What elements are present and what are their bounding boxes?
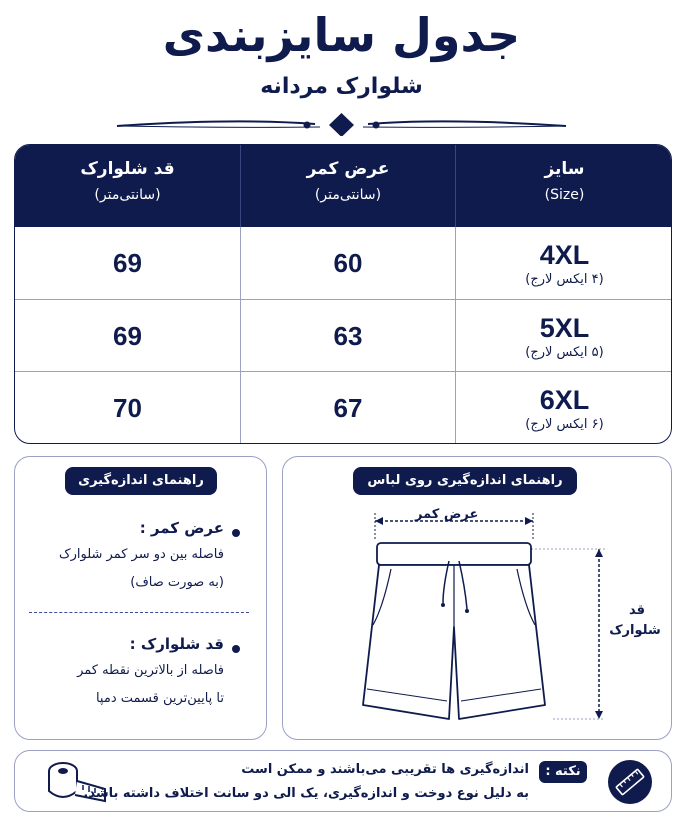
table-row (15, 371, 671, 443)
note-label: نکته : (539, 761, 587, 783)
length-heading: قد شلوارک : (129, 635, 224, 653)
header-waist-label: عرض کمر (306, 159, 390, 179)
waist-dimension-label: عرض کمر (415, 507, 479, 522)
diagram-title: راهنمای اندازه‌گیری روی لباس (353, 467, 577, 495)
table-header (15, 145, 671, 227)
header-length-unit: (سانتی‌متر) (94, 187, 161, 203)
size-value: 4XL (539, 239, 590, 270)
waist-desc-line2: (به صورت صاف) (130, 575, 224, 590)
waist-value: 67 (333, 392, 363, 423)
shorts-diagram (283, 457, 671, 739)
guide-title: راهنمای اندازه‌گیری (65, 467, 217, 495)
note-line-1: اندازه‌گیری ها تقریبی می‌باشند و ممکن است (241, 762, 529, 777)
length-value: 69 (113, 247, 142, 278)
header-waist (241, 145, 455, 227)
size-value: 6XL (539, 384, 590, 415)
dashed-divider (29, 612, 249, 613)
waist-value: 60 (333, 247, 363, 278)
length-desc-line1: فاصله از بالاترین نقطه کمر (77, 663, 224, 678)
size-label: (۴ ایکس لارج) (525, 271, 604, 287)
note-panel (14, 750, 672, 812)
measurement-guide-panel (14, 456, 267, 740)
page-title: جدول سایزبندی (162, 8, 521, 62)
length-desc-line2: تا پایین‌ترین قسمت دمپا (95, 691, 224, 706)
bullet-icon (232, 529, 240, 537)
page-subtitle: شلوارک مردانه (260, 74, 423, 99)
waist-desc-line1: فاصله بین دو سر کمر شلوارک (58, 547, 224, 562)
size-label: (۵ ایکس لارج) (525, 344, 604, 360)
diamond-ornament-icon (115, 112, 568, 136)
measurement-diagram-panel (282, 456, 672, 740)
length-value: 70 (113, 392, 142, 423)
length-value: 69 (113, 320, 142, 351)
header-length-label: قد شلوارک (80, 159, 175, 179)
bullet-icon (232, 645, 240, 653)
waist-heading: عرض کمر : (139, 519, 224, 537)
size-table (14, 144, 672, 444)
header-size-unit: (Size) (544, 187, 585, 203)
table-row (15, 227, 671, 299)
length-dimension-label-1: قد (628, 603, 646, 618)
note-line-2: به دلیل نوع دوخت و اندازه‌گیری، یک الی دو سانت اختلاف داشته باشد. (83, 786, 529, 801)
length-dimension-label-2: شلوارک (609, 623, 661, 638)
header-size-label: سایز (544, 159, 585, 179)
header-length (15, 145, 240, 227)
ruler-icon (607, 759, 653, 805)
size-value: 5XL (539, 312, 590, 343)
header-size (456, 145, 672, 227)
header-waist-unit: (سانتی‌متر) (314, 187, 382, 203)
table-row (15, 299, 671, 371)
size-label: (۶ ایکس لارج) (525, 416, 604, 432)
waist-value: 63 (333, 320, 363, 351)
